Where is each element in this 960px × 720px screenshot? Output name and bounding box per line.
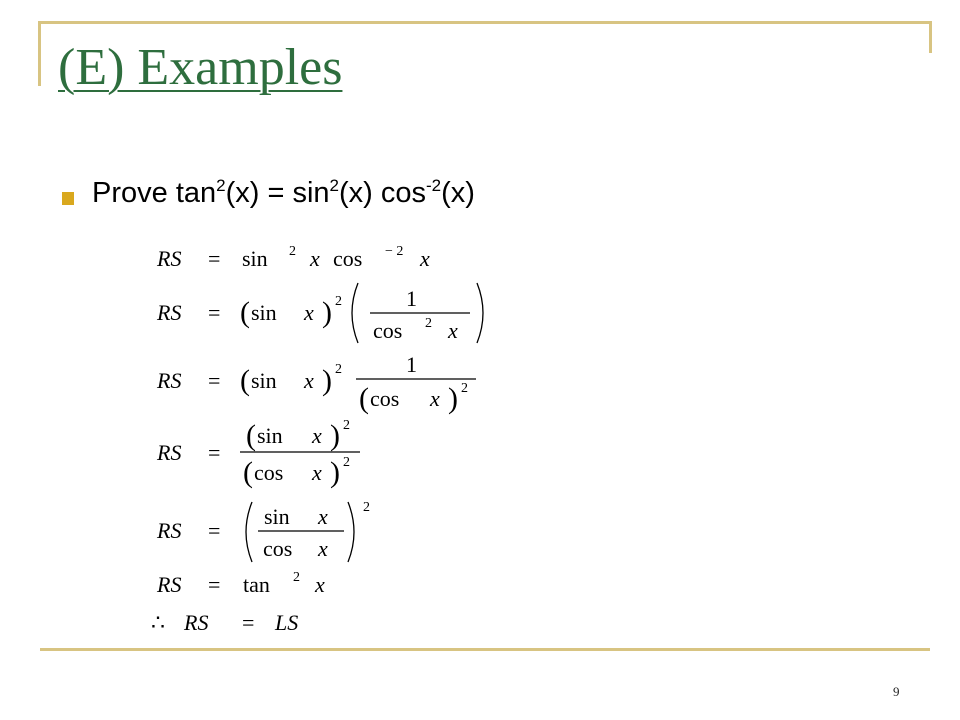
sin-function: sin bbox=[251, 300, 277, 325]
rs-symbol: RS bbox=[157, 518, 182, 543]
variable-x: x bbox=[304, 368, 314, 393]
big-right-paren bbox=[348, 502, 354, 562]
rs-symbol: RS bbox=[157, 440, 182, 465]
variable-x: x bbox=[318, 504, 328, 529]
exponent: 2 bbox=[293, 570, 300, 585]
exponent: 2 bbox=[343, 455, 350, 470]
rs-symbol: RS bbox=[184, 610, 209, 635]
exponent: 2 bbox=[289, 244, 296, 259]
statement-part: (x) bbox=[441, 177, 475, 209]
right-paren: ) bbox=[322, 296, 332, 329]
sin-function: sin bbox=[251, 368, 277, 393]
left-paren: ( bbox=[240, 364, 250, 397]
cos-function: cos bbox=[254, 460, 284, 485]
right-paren: ) bbox=[330, 419, 340, 452]
statement-exponent: 2 bbox=[329, 176, 340, 195]
sin-function: sin bbox=[242, 246, 268, 271]
rs-symbol: RS bbox=[157, 572, 182, 597]
exponent: 2 bbox=[343, 418, 350, 433]
left-paren: ( bbox=[359, 382, 369, 415]
statement-part: (x) cos bbox=[339, 177, 427, 209]
big-left-paren bbox=[352, 283, 358, 343]
exponent: − 2 bbox=[385, 244, 404, 259]
sin-function: sin bbox=[257, 423, 283, 448]
right-paren: ) bbox=[330, 456, 340, 489]
equals-sign: = bbox=[208, 368, 221, 393]
left-paren: ( bbox=[243, 456, 253, 489]
tan-function: tan bbox=[243, 572, 270, 597]
proof-line-2 bbox=[156, 283, 483, 343]
big-left-paren bbox=[246, 502, 252, 562]
rs-symbol: RS bbox=[157, 368, 182, 393]
big-right-paren bbox=[477, 283, 483, 343]
proof-line-5 bbox=[156, 500, 370, 562]
slide-title: (E) Examples bbox=[58, 39, 343, 96]
variable-x: x bbox=[318, 536, 328, 561]
statement-part: (x) = sin bbox=[225, 177, 330, 209]
exponent: 2 bbox=[461, 381, 468, 396]
equals-sign: = bbox=[208, 300, 221, 325]
statement-part: Prove tan bbox=[92, 177, 217, 209]
left-paren: ( bbox=[240, 296, 250, 329]
cos-function: cos bbox=[263, 536, 293, 561]
statement-exponent: 2 bbox=[216, 176, 226, 195]
equals-sign: = bbox=[208, 246, 221, 271]
exponent: 2 bbox=[425, 316, 432, 331]
variable-x: x bbox=[304, 300, 314, 325]
proof-line-4 bbox=[156, 418, 360, 489]
right-paren: ) bbox=[448, 382, 458, 415]
variable-x: x bbox=[420, 246, 430, 271]
cos-function: cos bbox=[370, 386, 400, 411]
cos-function: cos bbox=[373, 318, 403, 343]
variable-x: x bbox=[315, 572, 325, 597]
equals-sign: = bbox=[208, 572, 221, 597]
proof-line-3 bbox=[156, 352, 476, 415]
variable-x: x bbox=[430, 386, 440, 411]
left-paren: ( bbox=[246, 419, 256, 452]
variable-x: x bbox=[448, 318, 458, 343]
equals-sign: = bbox=[208, 440, 221, 465]
therefore-symbol: ∴ bbox=[151, 610, 165, 635]
variable-x: x bbox=[312, 460, 322, 485]
rs-symbol: RS bbox=[157, 300, 182, 325]
equals-sign: = bbox=[208, 518, 221, 543]
ls-symbol: LS bbox=[275, 610, 299, 635]
sin-function: sin bbox=[264, 504, 290, 529]
proof-line-6 bbox=[156, 570, 325, 597]
right-paren: ) bbox=[322, 364, 332, 397]
equals-sign: = bbox=[242, 610, 255, 635]
rs-symbol: RS bbox=[157, 246, 182, 271]
variable-x: x bbox=[312, 423, 322, 448]
proof-line-7 bbox=[151, 610, 298, 635]
numerator-one: 1 bbox=[406, 286, 417, 311]
page-number: 9 bbox=[893, 684, 900, 699]
variable-x: x bbox=[310, 246, 320, 271]
cos-function: cos bbox=[333, 246, 363, 271]
exponent: 2 bbox=[335, 294, 342, 309]
numerator-one: 1 bbox=[406, 352, 417, 377]
proof-line-1 bbox=[156, 244, 430, 271]
statement-exponent: -2 bbox=[426, 176, 442, 195]
exponent: 2 bbox=[335, 362, 342, 377]
exponent: 2 bbox=[363, 500, 370, 515]
